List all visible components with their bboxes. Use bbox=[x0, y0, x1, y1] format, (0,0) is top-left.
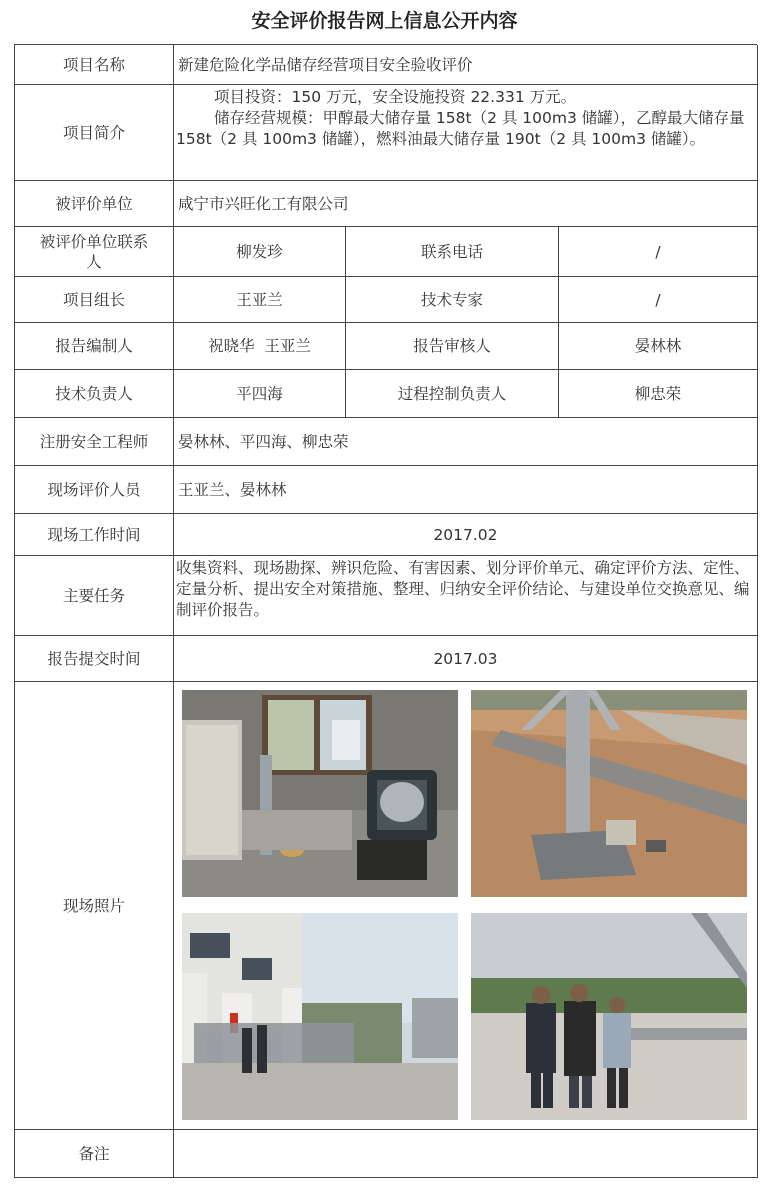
compiler-label: 报告编制人 bbox=[15, 323, 174, 370]
pump-room-image bbox=[182, 690, 458, 897]
work-time-value: 2017.02 bbox=[174, 514, 758, 556]
reviewer-label: 报告审核人 bbox=[346, 323, 559, 370]
evaluators-value: 王亚兰、晏林林 bbox=[174, 466, 758, 514]
expert-value: / bbox=[559, 277, 758, 323]
expert-label: 技术专家 bbox=[346, 277, 559, 323]
info-table bbox=[14, 44, 757, 1178]
team-leader-value: 王亚兰 bbox=[174, 277, 346, 323]
tech-lead-label: 技术负责人 bbox=[15, 370, 174, 418]
tasks-label: 主要任务 bbox=[15, 556, 174, 636]
tech-lead-value: 平四海 bbox=[174, 370, 346, 418]
team-leader-label: 项目组长 bbox=[15, 277, 174, 323]
project-name-label: 项目名称 bbox=[15, 45, 174, 85]
contact-value: 柳发珍 bbox=[174, 227, 346, 277]
photos-area bbox=[174, 682, 758, 1130]
gate-image bbox=[182, 913, 458, 1120]
remarks-label: 备注 bbox=[15, 1130, 174, 1178]
evaluators-label: 现场评价人员 bbox=[15, 466, 174, 514]
photos-label: 现场照片 bbox=[15, 682, 174, 1130]
phone-label: 联系电话 bbox=[346, 227, 559, 277]
column-base-image bbox=[471, 690, 747, 897]
submit-time-label: 报告提交时间 bbox=[15, 636, 174, 682]
tasks-value: 收集资料、现场勘探、辨识危险、有害因素、划分评价单元、确定评价方法、定性、定量分析、提出安全对策措施、整理、归纳安全评价结论、与建设单位交换意见、编制评价报告。 bbox=[174, 556, 758, 636]
compiler-value: 祝晓华 王亚兰 bbox=[174, 323, 346, 370]
site-photo-column-base bbox=[471, 690, 747, 897]
project-intro-line-scale: 储存经营规模：甲醇最大储存量 158t（2 具 100m3 储罐），乙醇最大储存量 158t（2 具 100m3 储罐），燃料油最大储存量 190t（2 具 100m3 储罐）。 bbox=[176, 109, 745, 148]
site-photo-personnel bbox=[471, 913, 747, 1120]
work-time-label: 现场工作时间 bbox=[15, 514, 174, 556]
project-intro-line-investment: 项目投资：150 万元，安全设施投资 22.331 万元。 bbox=[214, 88, 577, 106]
process-lead-value: 柳忠荣 bbox=[559, 370, 758, 418]
phone-value: / bbox=[559, 227, 758, 277]
contact-label: 被评价单位联系人 bbox=[15, 227, 174, 277]
engineers-label: 注册安全工程师 bbox=[15, 418, 174, 466]
project-intro-label: 项目简介 bbox=[15, 85, 174, 181]
personnel-image bbox=[471, 913, 747, 1120]
project-name-value: 新建危险化学品储存经营项目安全验收评价 bbox=[174, 45, 758, 85]
project-intro-value bbox=[174, 85, 758, 181]
process-lead-label: 过程控制负责人 bbox=[346, 370, 559, 418]
evaluated-unit-label: 被评价单位 bbox=[15, 181, 174, 227]
remarks-value bbox=[174, 1130, 758, 1178]
page-title: 安全评价报告网上信息公开内容 bbox=[251, 10, 518, 32]
evaluated-unit-value: 咸宁市兴旺化工有限公司 bbox=[174, 181, 758, 227]
engineers-value: 晏林林、平四海、柳忠荣 bbox=[174, 418, 758, 466]
reviewer-value: 晏林林 bbox=[559, 323, 758, 370]
site-photo-gate bbox=[182, 913, 458, 1120]
site-photo-pump-room bbox=[182, 690, 458, 897]
submit-time-value: 2017.03 bbox=[174, 636, 758, 682]
